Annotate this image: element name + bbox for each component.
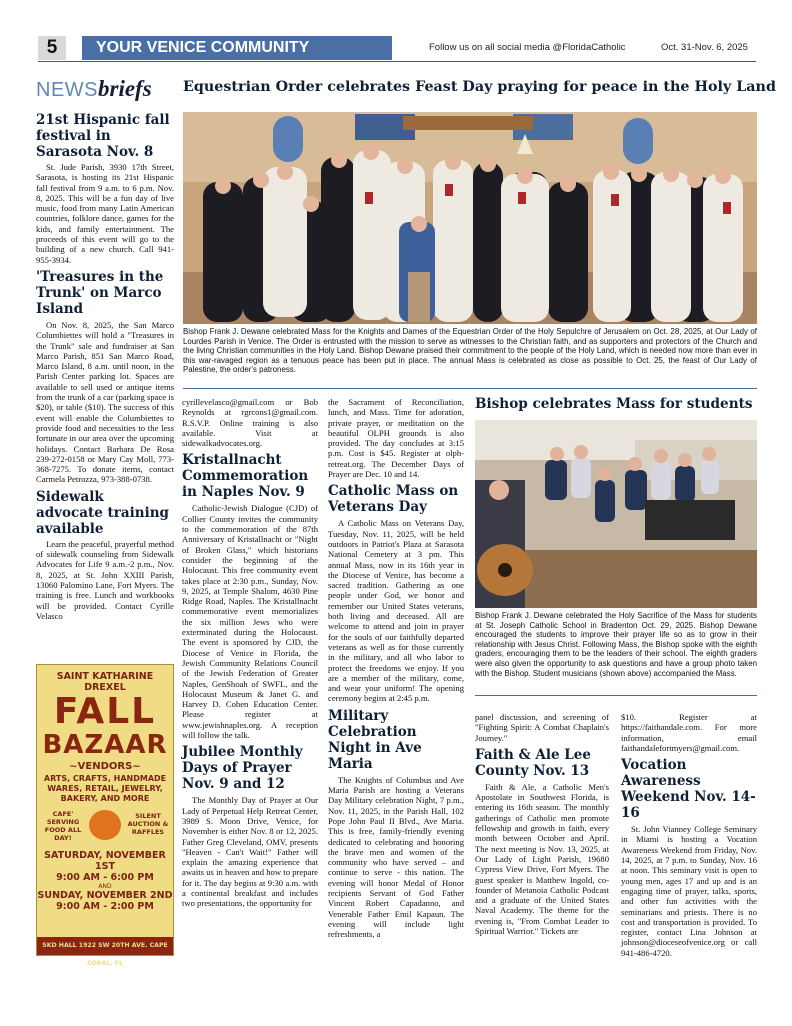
bazaar-line-13: SKD HALL 1922 SW 20TH AVE. CAPE CORAL, FL: [37, 937, 173, 955]
lead-caption-text: Bishop Frank J. Dewane celebrated Mass for the Knights and Dames of the Equestrian Order of the Holy Sepulchre of Jerusalem on Oct. 28, 2025, at Our Lady of Lourdes Parish in Venice. The Order is entrusted with the mission to serve as witnesses to the Christian faith, and as supporters and protectors of the Church and the living Christian communities in the Holy Land. Bishop Dewane praised their commitment to the people of the Holy Land, which is needed now more than ever in this war-ravaged region as a tenuous peace has been put in place. The annual Mass is celebrated as close as possible to Oct. 25, the feast of Our Lady of Palestine, the order's patroness.: [183, 327, 757, 375]
page-header: [38, 36, 756, 62]
bazaar-line-2: FALL: [53, 691, 157, 732]
students-rule: [475, 695, 757, 696]
brief-text-faith-ale: Faith & Ale, a Catholic Men's Apostolate in Southwest Florida, is entering its 16th season. The monthly gatherings of Catholic men promote fellowship and growth in faith, every month between October and April. The next meeting is Nov. 13, 2025, at Our Lady of Light Parish, 19680 Cypress View Drive, Fort Myers. The guest speaker is Matthew Ingold, co-founder of Metanoia Catholic Podcast and a graduate of the United States Naval Academy. The theme for the evening is, "From Combat Leader to Spiritual Warrior." Tickets are: [475, 781, 609, 937]
brief-headline-military-night: Military Celebration Night in Ave Maria: [328, 707, 422, 772]
brief-text-military-night: The Knights of Columbus and Ave Maria Parish are hosting a Veterans Day Military celebration Night, 7 p.m., Nov. 11, 2025, in the Parish Hall, 102 Pope John Paul II Blvd., Ave Maria. This is free, family-friendly evening dedicated to celebrating and honoring the brave men and women of the community who have served – and continue to serve - this nation. The evening will honor Medal of Honor recipients Servant of God Father Vincent Robert Capadanno, and Venerable Father Emil Kapaun. The evening will include light refreshments, a: [328, 774, 464, 940]
sidewalk-continued: cyrillevelasco@gmail.com or Bob Reynolds at rgrcons1@gmail.com. R.S.V.P. Online training is also available. Visit at sidewalkadvocates.org.: [182, 397, 318, 449]
page-number: 5: [38, 36, 66, 60]
brief-headline-jubilee: Jubilee Monthly Days of Prayer Nov. 9 and 12: [182, 744, 303, 793]
issue-date: Oct. 31-Nov. 6, 2025: [661, 42, 748, 53]
column-2: [182, 397, 318, 909]
bazaar-line-7: SILENT AUCTION & RAFFLES: [127, 812, 169, 836]
bazaar-line-4: ~VENDORS~: [69, 761, 141, 772]
lead-headline: Equestrian Order celebrates Feast Day praying for peace in the Holy Land: [183, 79, 776, 95]
equestrian-order-photo: [183, 112, 757, 324]
bazaar-line-3: BAZAAR: [42, 730, 168, 760]
social-line: Follow us on all social media @FloridaCatholic: [429, 42, 626, 53]
brief-headline-veterans-mass: Catholic Mass on Veterans Day: [328, 483, 459, 516]
brief-text-jubilee: The Monthly Day of Prayer at Our Lady of Perpetual Help Retreat Center, 3989 S. Moon Drive, Venice, for November is either Nov. 8 or 12, 2025. Father Greg Cleveland, OMV, presents "Heaven - Can't Wait!" Father will explain the amazing experience that awaits us in heaven and how to prepare for it. The day begins at 9:30 a.m. with a continental breakfast and includes two presentations, the opportunity for: [182, 795, 318, 909]
brief-headline-treasures: 'Treasures in the Trunk' on Marco Island: [36, 268, 164, 317]
bazaar-line-6: CAFE' SERVING FOOD ALL DAY!: [44, 810, 82, 842]
bazaar-line-8: SATURDAY, NOVEMBER 1ST: [44, 850, 166, 872]
bazaar-line-11: SUNDAY, NOVEMBER 2ND: [37, 890, 173, 901]
column-1: [36, 112, 174, 621]
brief-headline-sidewalk: Sidewalk advocate training available: [36, 488, 169, 537]
bazaar-line-5: ARTS, CRAFTS, HANDMADE WARES, RETAIL, JEWELRY, BAKERY, AND MORE: [43, 774, 167, 803]
logo-news: NEWS: [36, 79, 98, 101]
column-3: [328, 397, 464, 939]
caption-rule: [183, 388, 757, 389]
jubilee-continued: the Sacrament of Reconciliation, lunch, and Mass. Time for adoration, private prayer, or meditation on the beautiful OLPH grounds is also provided. The day concludes at 3:15 p.m. Cost is $45. Register at olph-retreat.org. The December Days of Prayer are Dec. 10 and 14.: [328, 397, 464, 480]
faith-ale-continued: $10. Register at https://faithandale.com. For more information, email faithandalefortmyers@gmail.com.: [621, 712, 757, 753]
students-mass-photo: [475, 420, 757, 608]
bazaar-ad: [36, 664, 174, 967]
bazaar-line-9: 9:00 AM - 6:00 PM: [56, 872, 154, 883]
bazaar-line-1: SAINT KATHARINE DREXEL: [56, 671, 154, 693]
brief-text-veterans-mass: A Catholic Mass on Veterans Day, Tuesday, Nov. 11, 2025, will be held outdoors in Patriot's Plaza at Sarasota National Cemetery at 3 pm. This annual Mass, now in its 16th year in the Diocese of Venice, has become a sacred tradition. Gathering as one people under God, we honor and remember our United States veterans, both living and deceased. All are welcome to attend and join in prayer for the souls of our faithfully departed veterans as well as for those currently in the military, and all who labor to protect the freedoms we enjoy. If you are a member of the military, come, and wear your uniform! The opening ceremony begins at 2:45 p.m.: [328, 518, 464, 704]
bazaar-line-12: 9:00 AM - 2:00 PM: [56, 901, 154, 912]
brief-text-treasures: On Nov. 8, 2025, the San Marco Columbiettes will hold a "Treasures in the Trunk" sale and fundraiser at San Marco Parish, 851 San Marco Road, Marco Island, 8 a.m. until noon, in the Parish Center parking lot. Spaces are available to sell used or antique items from the trunk of a car (parking space is $20), or table ($10). The success of this event will enable the Columbiettes to provide food and necessities to the less fortunate in our area over the upcoming holidays. Contact Barbara De Rosa 239-272-0158 or Mary Cay Moll, 773-368-7275. To donate items, contact Carmela Petrozza, 973-388-0738.: [36, 319, 174, 485]
brief-text-vocation: St. John Vianney College Seminary in Miami is hosting a Vocation Awareness Weekend from Friday, Nov. 14, 2025, at 7 p.m. to Sunday, Nov. 16 at noon. This seminary visit is open to young men, ages 17 and up and is an engaging time of prayer, talks, sports, and other fun activities with the seminarians and priests. There is no cost and transportation is provided. To register, contact Lina Johnson at johnson@dioceseofvenice.org or call 941-486-4720.: [621, 824, 757, 958]
brief-headline-faith-ale: Faith & Ale Lee County Nov. 13: [475, 746, 591, 779]
column-5: [621, 712, 757, 958]
brief-text-hispanic-festival: St. Jude Parish, 3930 17th Street, Sarasota, is hosting its 21st Hispanic fall festival from 9 a.m. to 6 p.m. Nov. 8, 2025. This will be a fun day of live music, food from many Latin American countries, folklore dance, games for the kids, and family entertainment. The proceeds of this event will go to the building of a new church. Call 941-955-3934.: [36, 162, 174, 265]
brief-text-kristallnacht: Catholic-Jewish Dialogue (CJD) of Collier County invites the community to the commemoration of the 87th Anniversary of Kristallnacht or "Night of Broken Glass," which historians consider the beginning of the Holocaust. This free community event takes place at 2:30 p.m., Sunday, Nov. 9, 2025, at Temple Shalom, 4630 Pine Ridge Road, Naples. The Kristallnacht commemorative event memorializes the six million Jews who were exterminated during the Holocaust. The event is sponsored by CJD, the Diocese of Venice in Florida, the Jewish Community Relations Council of the Jewish Federation of Greater Naples, GenShoah of SWFL, and the Holocaust Museum & Janet G. and Harvey D. Cohen Education Center. Please register at www.jewishnaples.org. A reception will follow the talk.: [182, 503, 318, 741]
brief-headline-kristallnacht: Kristallnacht Commemoration in Naples Nov. 9: [182, 452, 309, 501]
brief-headline-vocation: Vocation Awareness Weekend Nov. 14-16: [621, 757, 756, 822]
students-headline: Bishop celebrates Mass for students: [475, 396, 753, 412]
students-caption: [475, 611, 757, 678]
pumpkin-icon: [89, 810, 121, 840]
students-caption-text: Bishop Frank J. Dewane celebrated the Holy Sacrifice of the Mass for students at St. Joseph Catholic School in Bradenton Oct. 29, 2025. Bishop Dewane encouraged the students to improve their prayer life so as to grow in their relationship with Jesus Christ. Following Mass, the Bishop spoke with the eighth graders, encouraging them to be the leaders of their school. The eighth graders were also given the opportunity to ask questions and have a group photo taken with the Bishop. Student musicians (shown above) accompanied the Mass.: [475, 611, 757, 678]
military-night-continued: panel discussion, and screening of "Fighting Spirit: A Combat Chaplain's Journey.": [475, 712, 609, 743]
logo-briefs: briefs: [98, 76, 152, 101]
bazaar-line-10: AND: [98, 883, 112, 890]
lead-caption: [183, 327, 757, 375]
newsbriefs-logo: [36, 76, 176, 102]
column-4: [475, 712, 609, 936]
header-rule: [38, 61, 756, 62]
section-banner: YOUR VENICE COMMUNITY: [82, 36, 392, 60]
brief-headline-hispanic-festival: 21st Hispanic fall festival in Sarasota Nov. 8: [36, 112, 170, 160]
brief-text-sidewalk: Learn the peaceful, prayerful method of sidewalk counseling from Sidewalk Advocates for Life 9 a.m.-2 p.m., Nov. 8, 2025, at St. John XXIII Parish, 13060 Palomino Lane, Fort Myers. The training is free. Lunch and workbooks will be provided. Contact Cyrille Velasco: [36, 538, 174, 621]
